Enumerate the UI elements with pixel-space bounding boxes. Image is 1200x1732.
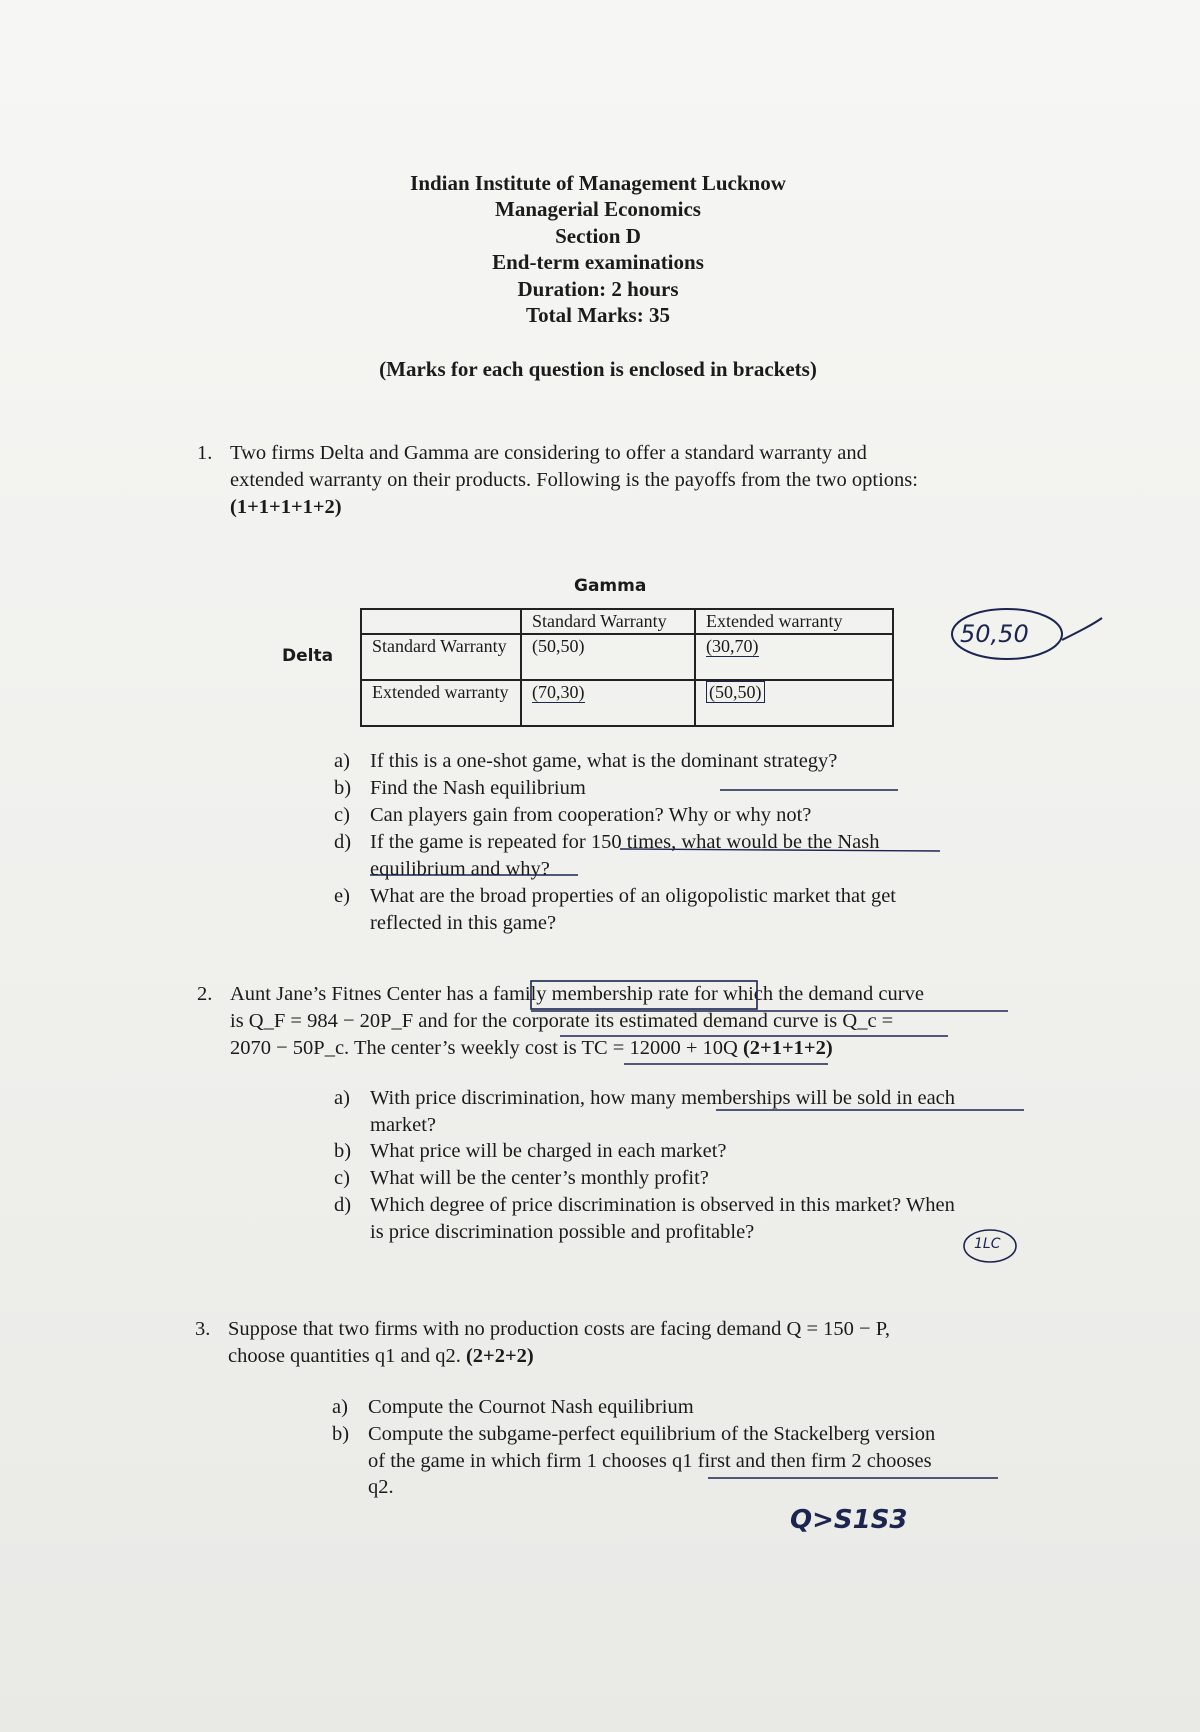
question-1-number: 1. bbox=[197, 442, 213, 464]
q2-part-d-line-2: is price discrimination possible and profitable? bbox=[370, 1220, 755, 1243]
q2-part-a-line-1: With price discrimination, how many memberships will be sold in each bbox=[370, 1087, 956, 1109]
institute-name: Indian Institute of Management Lucknow bbox=[410, 171, 786, 195]
question-3-line-2-text: choose quantities q1 and q2. bbox=[228, 1345, 461, 1367]
q1-part-e-line-1: What are the broad properties of an oligopolistic market that get bbox=[370, 885, 896, 907]
q1-part-b-text: Find the Nash equilibrium bbox=[370, 777, 586, 799]
q2-part-b-text: What price will be charged in each market? bbox=[370, 1140, 727, 1162]
marks-note: (Marks for each question is enclosed in brackets) bbox=[379, 357, 817, 381]
q3-part-b-label: b) bbox=[332, 1423, 350, 1445]
q1-part-b-label: b) bbox=[334, 777, 352, 799]
exam-type: End-term examinations bbox=[492, 250, 704, 275]
row-label-extended: Extended warranty bbox=[361, 680, 521, 726]
col-header-extended: Extended warranty bbox=[695, 609, 893, 634]
q2-part-d-label: d) bbox=[334, 1194, 352, 1216]
section-name: Section D bbox=[555, 223, 641, 248]
question-3-marks: (2+2+2) bbox=[465, 1345, 534, 1367]
circle-mark-note-1 bbox=[952, 609, 1062, 659]
q1-part-d-line-2: equilibrium and why? bbox=[370, 857, 550, 880]
handwritten-note-2: 1LC bbox=[974, 1236, 1001, 1252]
q2-part-a-label: a) bbox=[334, 1087, 350, 1109]
row-label-standard: Standard Warranty bbox=[361, 634, 521, 680]
q2-part-b-label: b) bbox=[334, 1140, 352, 1162]
q3-part-a-text: Compute the Cournot Nash equilibrium bbox=[368, 1396, 694, 1418]
question-3-number: 3. bbox=[195, 1318, 211, 1340]
handwritten-note-1: 50,50 bbox=[960, 620, 1029, 648]
q2-part-c-text: What will be the center’s monthly profit? bbox=[370, 1167, 709, 1189]
q1-part-a-text: If this is a one-shot game, what is the dominant strategy? bbox=[370, 750, 838, 772]
q2-part-c-label: c) bbox=[334, 1167, 350, 1189]
question-2-line-3-text: 2070 − 50P_c. The center’s weekly cost is TC = 12000 + 10Q bbox=[230, 1037, 738, 1059]
question-2-line-1: Aunt Jane’s Fitnes Center has a family membership rate for which the demand curve bbox=[230, 983, 924, 1005]
question-2-number: 2. bbox=[197, 983, 213, 1005]
box-mark-family-rate bbox=[531, 981, 757, 1009]
payoff-cell-ss: (50,50) bbox=[521, 634, 695, 680]
underline-150-times bbox=[620, 849, 940, 851]
question-3-line-1: Suppose that two firms with no production costs are facing demand Q = 150 − P, bbox=[228, 1318, 890, 1340]
q1-part-c-text: Can players gain from cooperation? Why or why not? bbox=[370, 804, 812, 826]
circle-mark-note-2 bbox=[964, 1230, 1016, 1262]
q1-part-e-line-2: reflected in this game? bbox=[370, 911, 557, 934]
q1-part-e-label: e) bbox=[334, 885, 350, 907]
course-name: Managerial Economics bbox=[495, 197, 701, 222]
payoff-cell-ee-value: (50,50) bbox=[706, 681, 765, 703]
gamma-label: Gamma bbox=[574, 576, 647, 596]
q3-part-b-line-2: of the game in which firm 1 chooses q1 first and then firm 2 chooses bbox=[368, 1449, 932, 1472]
exam-duration: Duration: 2 hours bbox=[517, 276, 679, 301]
q1-part-d-line-1: If the game is repeated for 150 times, what would be the Nash bbox=[370, 831, 880, 853]
q3-part-b-line-1: Compute the subgame-perfect equilibrium of the Stackelberg version bbox=[368, 1423, 936, 1445]
handwritten-note-3: Q>S1S3 bbox=[790, 1505, 908, 1535]
q1-part-c-label: c) bbox=[334, 804, 350, 826]
payoff-cell-es-value: (70,30) bbox=[532, 682, 585, 702]
circle-tail-mark bbox=[1062, 618, 1102, 640]
question-1-line-2: extended warranty on their products. Following is the payoffs from the two options: bbox=[230, 469, 918, 491]
q1-part-a-label: a) bbox=[334, 750, 350, 772]
question-2-marks: (2+1+1+2) bbox=[742, 1037, 833, 1059]
question-1-marks: (1+1+1+1+2) bbox=[230, 496, 342, 518]
q1-part-d-label: d) bbox=[334, 831, 352, 853]
question-1-line-1: Two firms Delta and Gamma are considering to offer a standard warranty and bbox=[230, 442, 867, 464]
q3-part-a-label: a) bbox=[332, 1396, 348, 1418]
q2-part-d-line-1: Which degree of price discrimination is observed in this market? When bbox=[370, 1194, 955, 1216]
col-header-standard: Standard Warranty bbox=[521, 609, 695, 634]
q2-part-a-line-2: market? bbox=[370, 1113, 437, 1136]
question-2-line-2: is Q_F = 984 − 20P_F and for the corporate its estimated demand curve is Q_c = bbox=[230, 1010, 894, 1032]
payoff-cell-se-value: (30,70) bbox=[706, 636, 759, 656]
total-marks: Total Marks: 35 bbox=[526, 303, 670, 328]
delta-label: Delta bbox=[282, 646, 334, 666]
q3-part-b-line-3: q2. bbox=[368, 1476, 394, 1498]
